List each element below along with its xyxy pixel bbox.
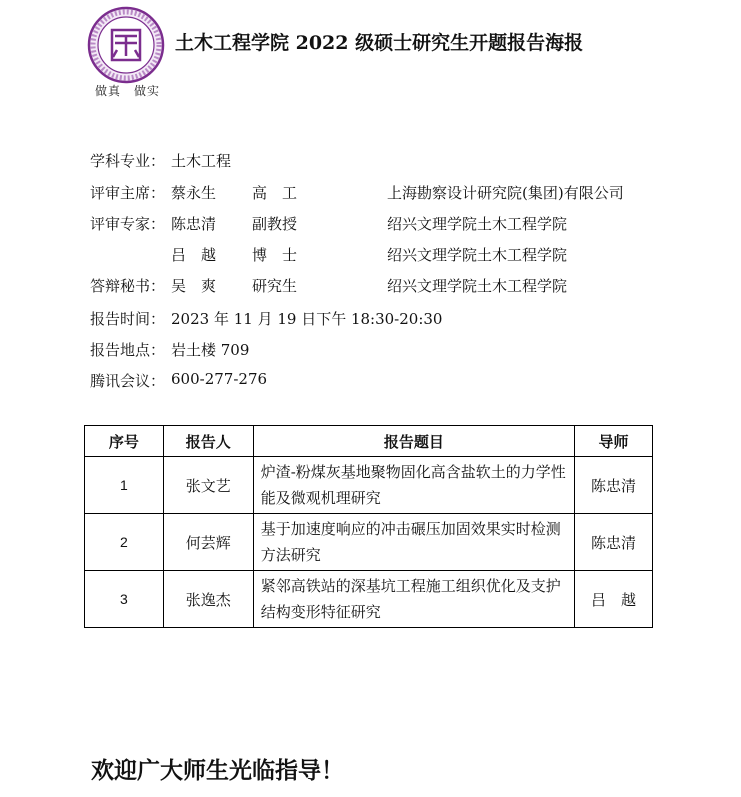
row-reporter: 张逸杰 xyxy=(163,571,253,628)
row-no: 2 xyxy=(85,514,164,571)
subject-value: 土木工程 xyxy=(171,152,232,170)
place-value: 岩土楼 709 xyxy=(171,341,250,359)
secretary-org: 绍兴文理学院土木工程学院 xyxy=(387,277,568,295)
university-logo xyxy=(87,6,165,84)
chair-name: 蔡永生 xyxy=(171,184,217,202)
place-label: 报告地点： xyxy=(90,341,166,359)
page-title: 土木工程学院 2022 级硕士研究生开题报告海报 xyxy=(175,32,584,54)
header-topic: 报告题目 xyxy=(253,426,574,457)
meeting-label: 腾讯会议： xyxy=(90,372,166,390)
chair-label: 评审主席： xyxy=(90,184,166,202)
header-advisor: 导师 xyxy=(575,426,653,457)
row-topic: 紧邻高铁站的深基坑工程施工组织优化及支护结构变形特征研究 xyxy=(253,571,574,628)
report-table xyxy=(84,425,653,628)
expert-rank: 博 士 xyxy=(252,246,298,264)
table-row xyxy=(85,514,653,571)
header-no: 序号 xyxy=(85,426,164,457)
time-value: 2023 年 11 月 19 日下午 18:30-20:30 xyxy=(171,310,443,328)
row-reporter: 张文艺 xyxy=(163,457,253,514)
expert-org: 绍兴文理学院土木工程学院 xyxy=(387,215,568,233)
expert-rank: 副教授 xyxy=(252,215,298,233)
row-advisor: 吕 越 xyxy=(575,571,653,628)
welcome-message: 欢迎广大师生光临指导！ xyxy=(91,757,344,784)
row-advisor: 陈忠清 xyxy=(575,457,653,514)
expert-name: 陈忠清 xyxy=(171,215,217,233)
university-motto: 做真 做实 xyxy=(95,84,161,98)
row-reporter: 何芸辉 xyxy=(163,514,253,571)
row-topic: 基于加速度响应的冲击碾压加固效果实时检测方法研究 xyxy=(253,514,574,571)
row-advisor: 陈忠清 xyxy=(575,514,653,571)
row-no: 1 xyxy=(85,457,164,514)
table-header-row xyxy=(85,426,653,457)
table-row xyxy=(85,457,653,514)
secretary-label: 答辩秘书： xyxy=(90,277,166,295)
row-topic: 炉渣-粉煤灰基地聚物固化高含盐软土的力学性能及微观机理研究 xyxy=(253,457,574,514)
experts-label: 评审专家： xyxy=(90,215,166,233)
secretary-name: 吴 爽 xyxy=(171,277,217,295)
expert-org: 绍兴文理学院土木工程学院 xyxy=(387,246,568,264)
expert-name: 吕 越 xyxy=(171,246,217,264)
table-row xyxy=(85,571,653,628)
row-no: 3 xyxy=(85,571,164,628)
chair-org: 上海勘察设计研究院(集团)有限公司 xyxy=(387,184,624,202)
meeting-value: 600-277-276 xyxy=(171,370,268,388)
secretary-rank: 研究生 xyxy=(252,277,298,295)
time-label: 报告时间： xyxy=(90,310,166,328)
header-reporter: 报告人 xyxy=(163,426,253,457)
subject-label: 学科专业： xyxy=(90,152,166,170)
chair-rank: 高 工 xyxy=(252,184,298,202)
